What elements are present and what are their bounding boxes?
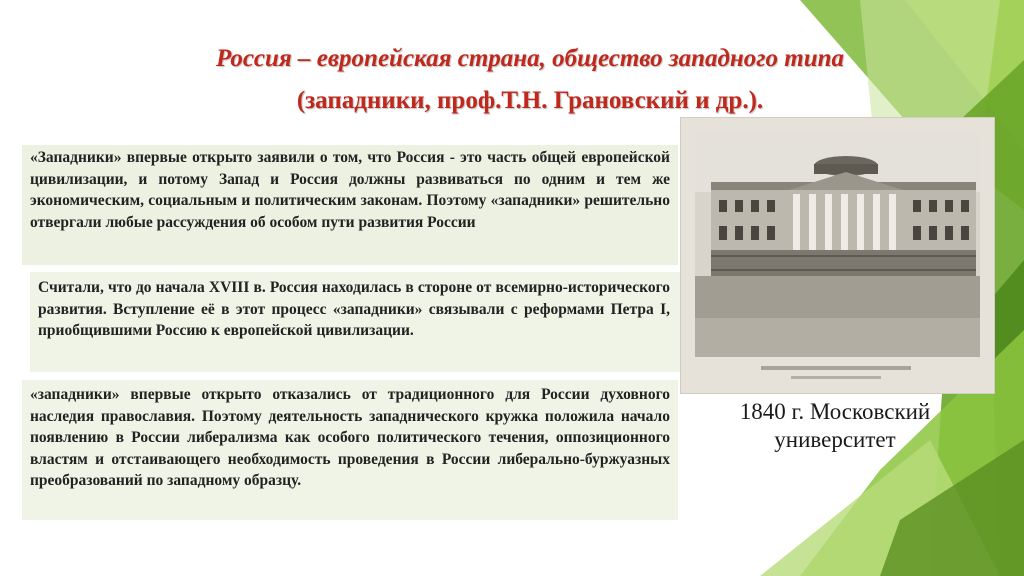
university-photo — [680, 117, 995, 394]
university-building-image — [681, 118, 994, 393]
title-line-1: Россия – европейская страна, общество западного типа — [215, 45, 845, 72]
title-line-2: (западники, проф.Т.Н. Грановский и др.). — [296, 87, 764, 114]
paragraph-1: «Западники» впервые открыто заявили о том, что Россия - это часть общей европейской цивилизации, и потому Запад и Россия должны развиваться по одним и тем же экономическим, социальным и политическим законам. Поэтому «западники» решительно отвергали любые рассуждения об особом пути развития России — [30, 149, 670, 231]
paragraph-2: Считали, что до начала XVIII в. Россия находилась в стороне от всемирно-исторического развития. Вступление её в этот процесс «западники» связывали с реформами Петра I, приобщившими Россию к европейской цивилизации. — [38, 279, 670, 339]
slide-title — [60, 38, 1000, 122]
paragraph-3: «западники» впервые открыто отказались от традиционного для России духовного наследия православия. Поэтому деятельность западнического кружка положила начало появлению в России либерализма как особого политического течения, оппозиционного властям и отстаивающего необходимость проведения в России либерально-буржуазных преобразований по западному образцу. — [30, 386, 670, 489]
photo-caption: 1840 г. Московский университет — [739, 399, 931, 452]
